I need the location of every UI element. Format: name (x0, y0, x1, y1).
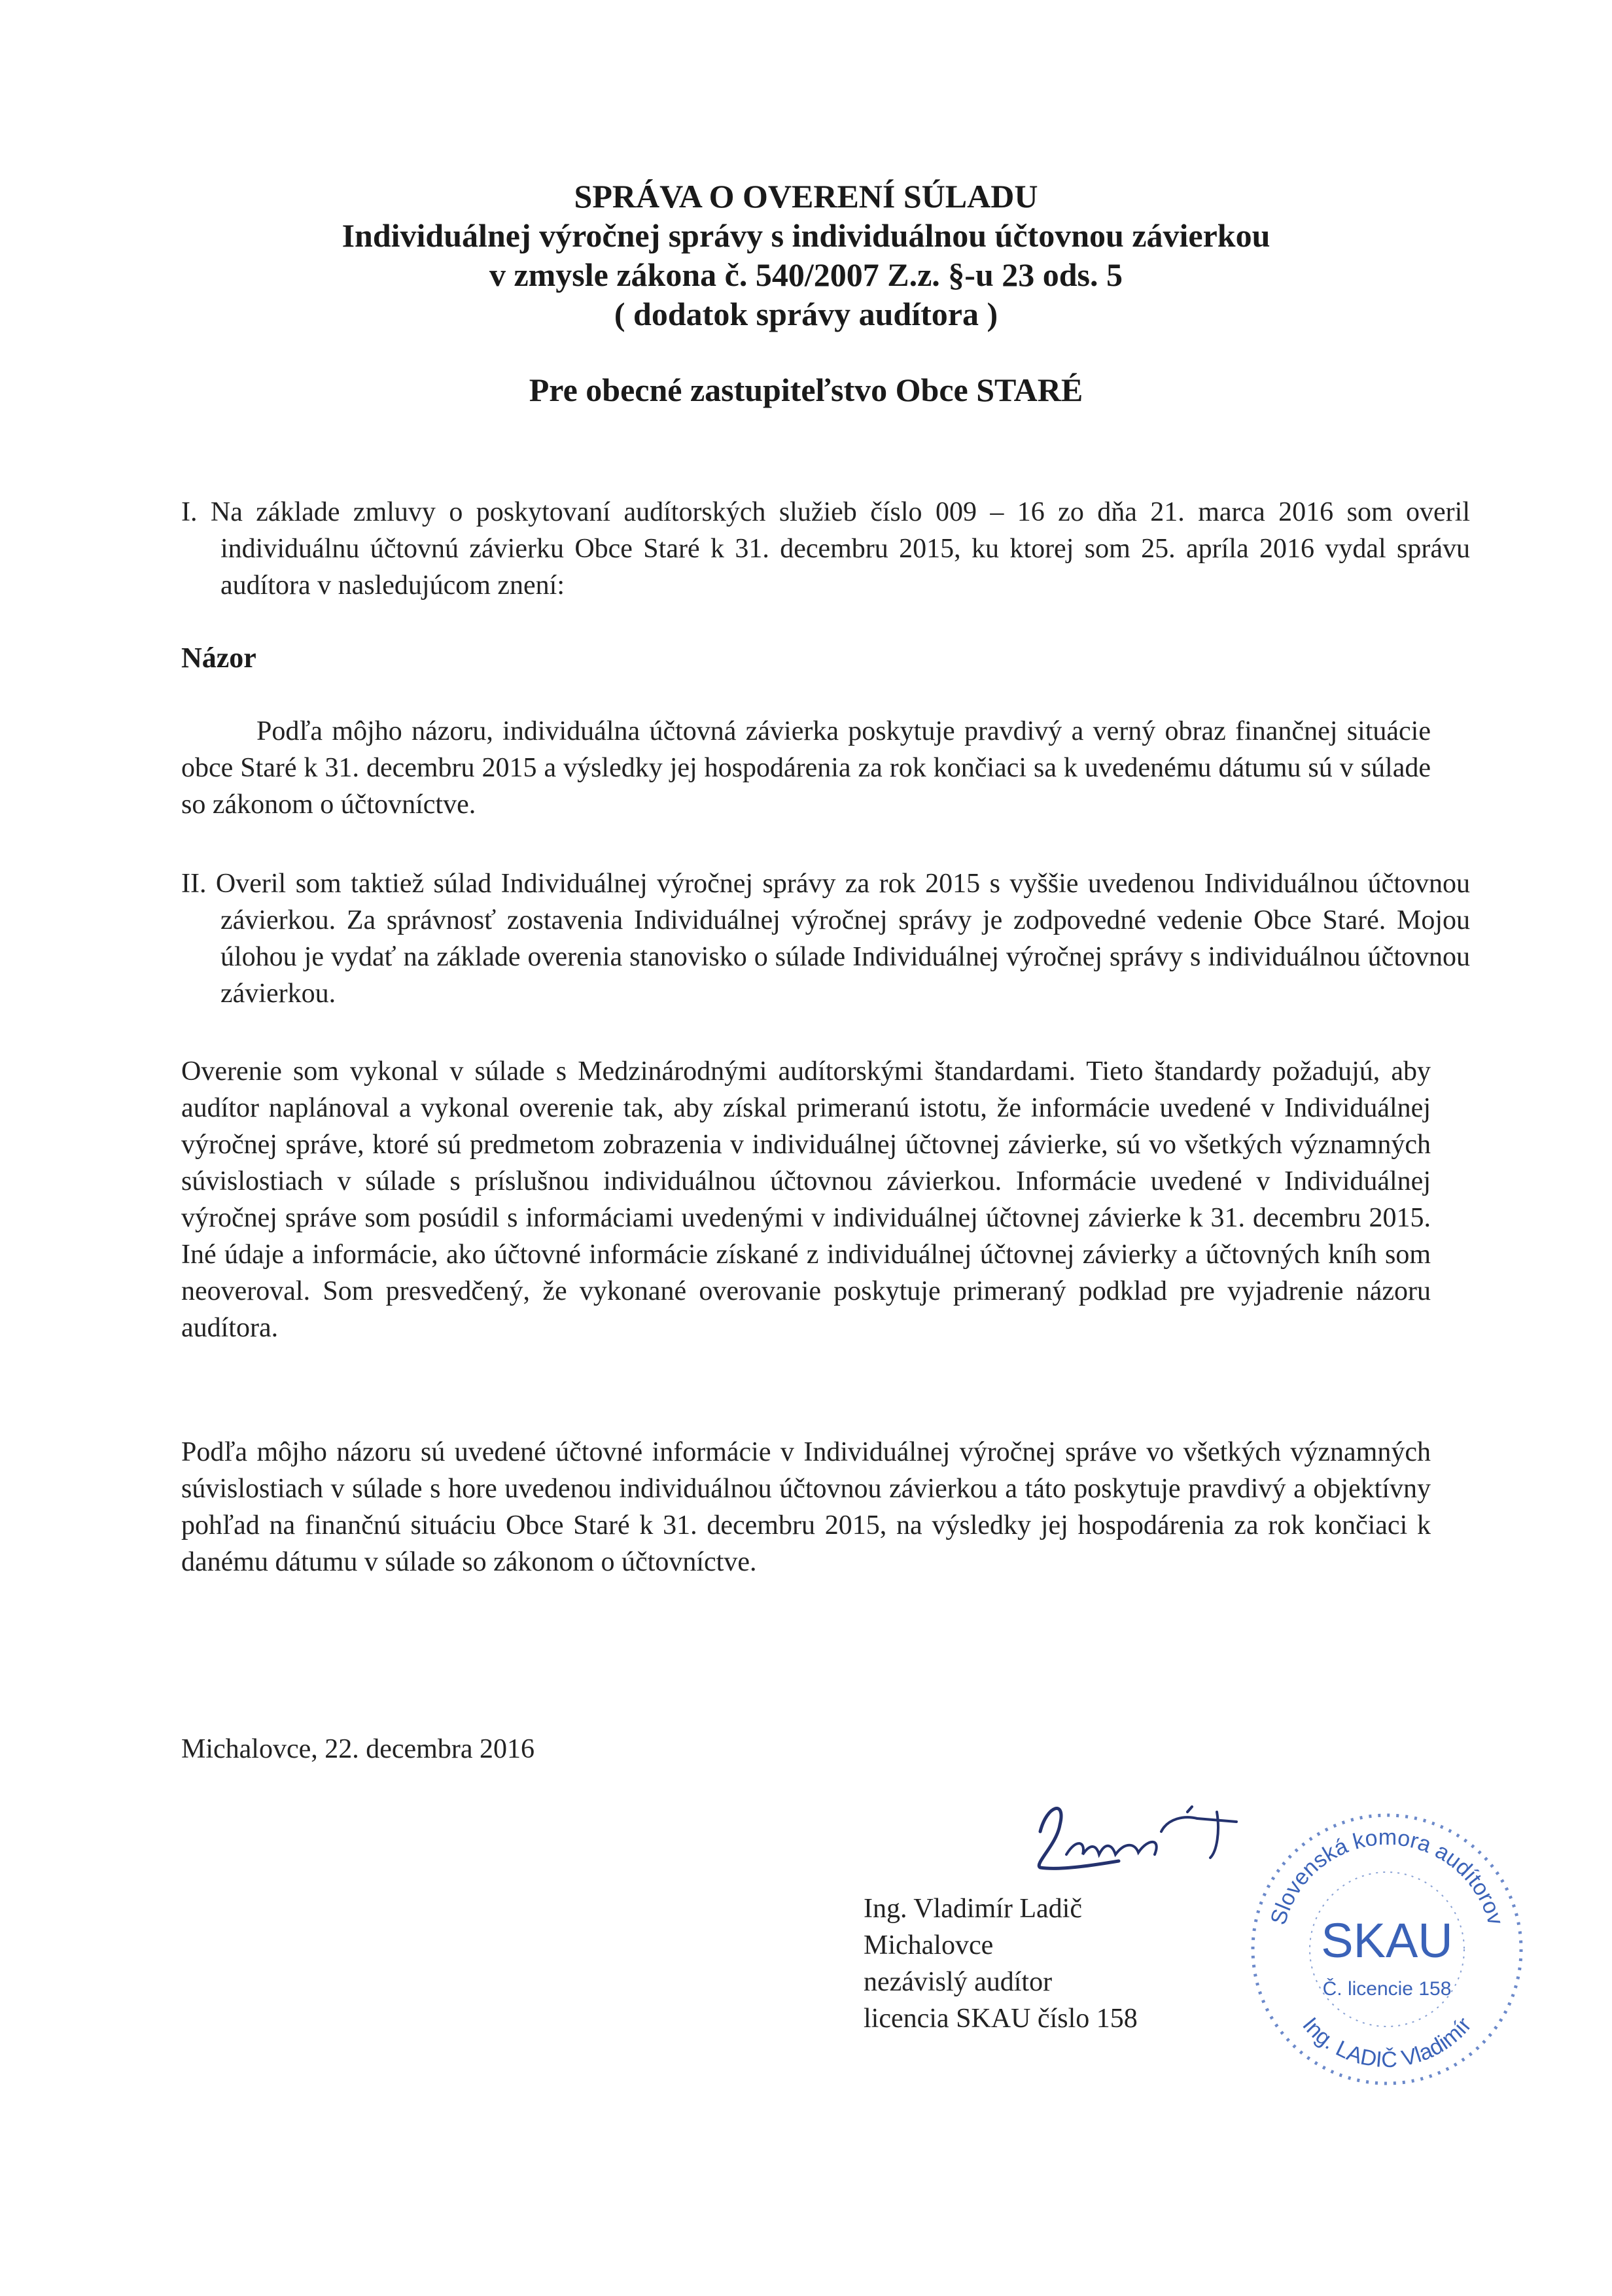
conclusion-paragraph: Podľa môjho názoru sú uvedené účtovné informácie v Individuálnej výročnej správe vo všetkých významných súvislostiach v súlade s hore uvedenou individuálnou účtovnou závierkou a táto poskytuje pravdivý a objektívny pohľad na finančnú situáciu Obce Staré k 31. decembru 2015, na výsledky jej hospodárenia za rok končiaci k danému dátumu v súlade so zákonom o účtovníctve. (181, 1437, 1431, 1577)
stamp-ring-bottom-text: Ing. LADIČ Vladimír (1297, 2012, 1477, 2073)
opinion-heading: Názor (181, 642, 256, 674)
stamp-license-text: Č. licencie 158 (1322, 1978, 1452, 2000)
section-2-paragraph: II. Overil som taktiež súlad Individuálnej výročnej správy za rok 2015 s vyššie uvedenou Individuálnou účtovnou závierkou. Za správnosť zostavenia Individuálnej výročnej správy je zodpovedné vedenie Obce Staré. Mojou úlohou je vydať na základe overenia stanovisko o súlade Individuálnej výročnej správy s individuálnou účtovnou závierkou. (181, 869, 1470, 1009)
title-line-2: Individuálnej výročnej správy s individuálnou účtovnou závierkou (342, 217, 1270, 254)
auditor-name: Ing. Vladimír Ladič (864, 1894, 1082, 1924)
section-1-paragraph: I. Na základe zmluvy o poskytovaní audítorských služieb číslo 009 – 16 zo dňa 21. marca 2016 som overil individuálnu účtovnú závierku Obce Staré k 31. decembru 2015, ku ktorej som 25. apríla 2016 vydal správu audítora v nasledujúcom znení: (181, 497, 1470, 600)
title-line-3: v zmysle zákona č. 540/2007 Z.z. §-u 23 ods. 5 (489, 256, 1123, 293)
auditor-city: Michalovce (864, 1930, 994, 1960)
auditor-role: nezávislý audítor (864, 1967, 1053, 1997)
auditor-license: licencia SKAU číslo 158 (864, 2004, 1138, 2034)
place-and-date: Michalovce, 22. decembra 2016 (181, 1734, 534, 1764)
stamp-ring-top-text: Slovenská komora audítorov (1265, 1824, 1509, 1928)
title-line-1: SPRÁVA O OVERENÍ SÚLADU (574, 178, 1038, 215)
stamp-center-text: SKAU (1321, 1913, 1453, 1968)
skau-stamp (1243, 1805, 1531, 2093)
opinion-paragraph: Podľa môjho názoru, individuálna účtovná závierka poskytuje pravdivý a verný obraz finančnej situácie obce Staré k 31. decembru 2015 a výsledky jej hospodárenia za rok končiaci sa k uvedenému dátumu sú v súlade so zákonom o účtovníctve. (181, 716, 1431, 820)
title-line-4: ( dodatok správy audítora ) (614, 296, 998, 332)
addressee: Pre obecné zastupiteľstvo Obce STARÉ (529, 372, 1083, 408)
verification-paragraph: Overenie som vykonal v súlade s Medzinárodnými audítorskými štandardami. Tieto štandardy požadujú, aby audítor naplánoval a vykonal overenie tak, aby získal primeranú istotu, že informácie uvedené v Individuálnej výročnej správe, ktoré sú predmetom zobrazenia v individuálnej účtovnej závierke, sú vo všetkých významných súvislostiach v súlade s príslušnou individuálnou účtovnou závierkou. Informácie uvedené v Individuálnej výročnej správe som posúdil s informáciami uvedenými v individuálnej účtovnej závierke k 31. decembru 2015. Iné údaje a informácie, ako účtovné informácie získané z individuálnej účtovnej závierky a účtovných kníh som neoveroval. Som presvedčený, že vykonané overovanie poskytuje primeraný podklad pre vyjadrenie názoru audítora. (181, 1056, 1431, 1343)
document-header (0, 177, 1612, 409)
auditor-block (864, 1890, 1138, 2037)
